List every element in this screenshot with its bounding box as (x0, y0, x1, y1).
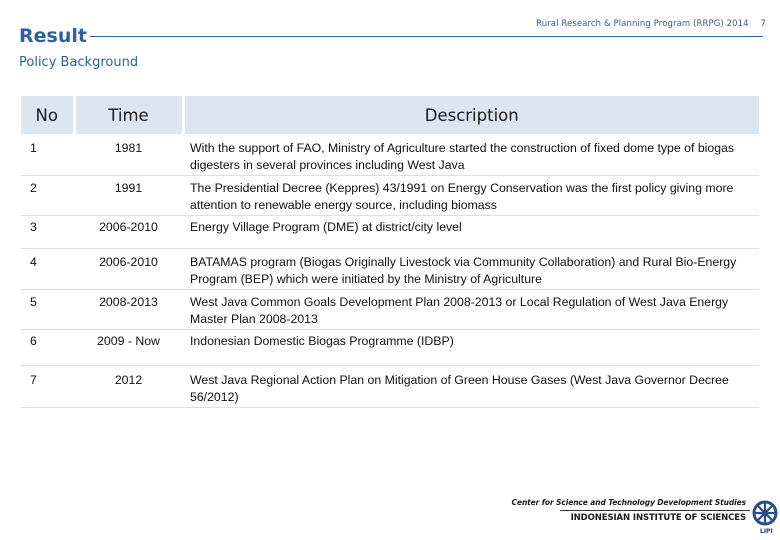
page-number: 7 (760, 19, 766, 29)
row-description: The Presidential Decree (Keppres) 43/1991 on Energy Conservation was the first policy giving more attention to renewable energy source, including biomass (183, 175, 759, 215)
row-time: 1981 (74, 135, 183, 175)
footer-divider (560, 510, 750, 511)
row-description: West Java Regional Action Plan on Mitigation of Green House Gases (West Java Governor Decree 56/2012) (183, 365, 759, 407)
title-divider (90, 36, 763, 37)
row-description: BATAMAS program (Biogas Originally Livestock via Community Collaboration) and Rural Bio-Energy Program (BEP) which were initiated by the Ministry of Agriculture (183, 248, 759, 289)
column-header-time: Time (74, 96, 183, 135)
logo-text: LIPI (760, 528, 773, 535)
row-no: 7 (21, 365, 74, 407)
slide-title: Result (19, 25, 87, 47)
program-name: Rural Research & Planning Program (RRPG) 2014 (536, 19, 749, 29)
table-row (21, 175, 759, 215)
row-description: West Java Common Goals Development Plan 2008-2013 or Local Regulation of West Java Energy Master Plan 2008-2013 (183, 289, 759, 329)
row-time: 2012 (74, 365, 183, 407)
row-time: 2009 - Now (74, 329, 183, 365)
row-no: 5 (21, 289, 74, 329)
row-no: 6 (21, 329, 74, 365)
row-time: 2006-2010 (74, 248, 183, 289)
table-row (21, 135, 759, 175)
row-description: Energy Village Program (DME) at district/city level (183, 215, 759, 248)
row-time: 1991 (74, 175, 183, 215)
row-time: 2006-2010 (74, 215, 183, 248)
footer-institute: INDONESIAN INSTITUTE OF SCIENCES (570, 513, 746, 523)
table-row (21, 215, 759, 248)
table-row (21, 289, 759, 329)
table-row (21, 329, 759, 365)
slide-subtitle: Policy Background (19, 55, 139, 70)
header-meta (536, 19, 766, 29)
footer-center-name: Center for Science and Technology Development Studies (511, 498, 746, 507)
row-no: 4 (21, 248, 74, 289)
row-no: 2 (21, 175, 74, 215)
row-no: 3 (21, 215, 74, 248)
row-time: 2008-2013 (74, 289, 183, 329)
row-no: 1 (21, 135, 74, 175)
policy-table (21, 96, 759, 408)
column-header-no: No (21, 96, 74, 135)
row-description: Indonesian Domestic Biogas Programme (IDBP) (183, 329, 759, 365)
column-header-description: Description (183, 96, 759, 135)
row-description: With the support of FAO, Ministry of Agriculture started the construction of fixed dome type of biogas digesters in several provinces including West Java (183, 135, 759, 175)
table-row (21, 248, 759, 289)
table-header-row (21, 96, 759, 135)
table-row (21, 365, 759, 407)
